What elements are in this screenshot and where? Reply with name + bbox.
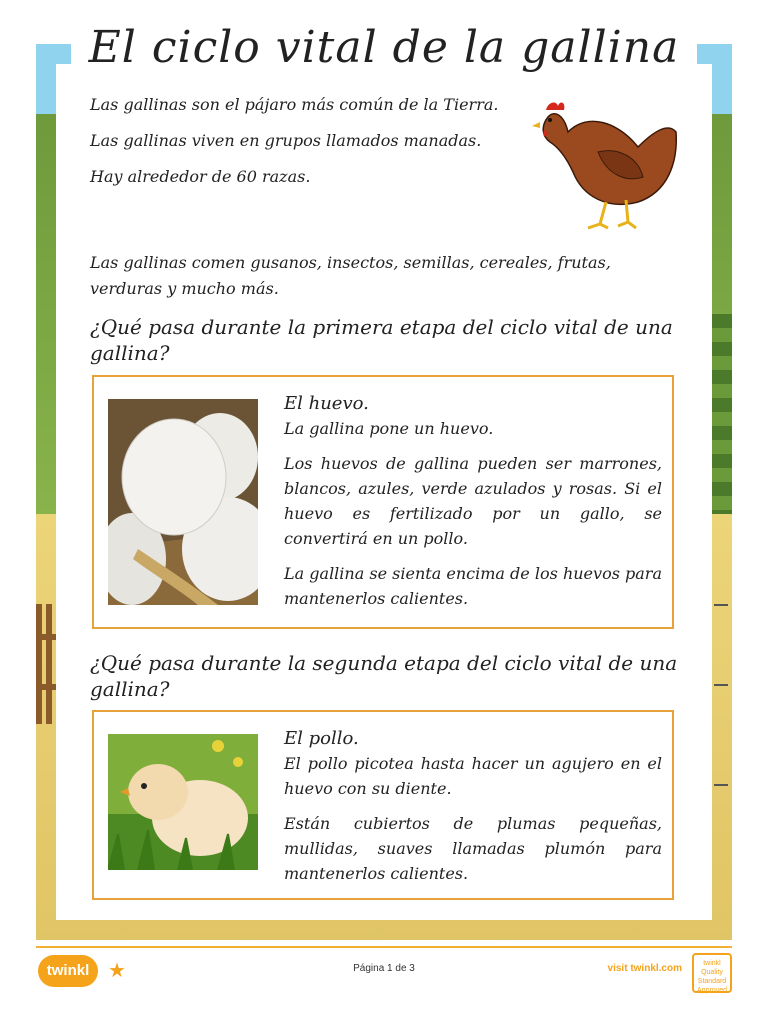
intro-paragraph: Las gallinas son el pájaro más común de la Tierra.	[90, 95, 499, 114]
eggs-photo	[108, 399, 258, 605]
field-mark	[714, 604, 728, 606]
page-number: Página 1 de 3	[353, 963, 415, 974]
quality-badge: twinkl Quality Standard Approved	[692, 953, 732, 993]
field-mark	[714, 784, 728, 786]
stage-question: ¿Qué pasa durante la segunda etapa del ciclo vital de una gallina?	[90, 651, 678, 701]
footer-divider	[36, 946, 732, 948]
visit-link[interactable]: visit twinkl.com	[607, 963, 682, 974]
stage-paragraph: La gallina pone un huevo.	[284, 419, 494, 438]
stage-paragraph: Están cubiertos de plumas pequeñas, mullidas, suaves llamadas plumón para mantenerlos calientes.	[284, 814, 662, 883]
stage-box-egg	[92, 375, 674, 629]
field-mark	[714, 684, 728, 686]
intro-paragraph: Las gallinas viven en grupos llamados manadas.	[90, 131, 482, 150]
twinkl-logo[interactable]: twinkl	[38, 955, 98, 987]
stage-text	[284, 726, 662, 896]
stage-text	[284, 391, 662, 621]
stage-paragraph: Los huevos de gallina pueden ser marrones, blancos, azules, verde azulados y rosas. Si el huevo es fertilizado por un gallo, se convertirá en un pollo.	[284, 454, 662, 548]
page-title-text: El ciclo vital de la gallina	[71, 22, 698, 73]
footer	[0, 955, 768, 995]
stage-paragraph: La gallina se sienta encima de los huevos para mantenerlos calientes.	[284, 564, 662, 608]
page-title	[0, 20, 768, 76]
stage-box-chick	[92, 710, 674, 900]
stage-name: El huevo.	[284, 393, 369, 414]
chick-photo	[108, 734, 258, 870]
fence	[36, 604, 58, 724]
stage-paragraph: El pollo picotea hasta hacer un agujero en el huevo con su diente.	[284, 754, 662, 798]
stage-name: El pollo.	[284, 728, 359, 749]
intro-text	[90, 92, 520, 200]
star-icon: ★	[108, 958, 126, 982]
hen-illustration	[528, 92, 678, 232]
stage-question: ¿Qué pasa durante la primera etapa del ciclo vital de una gallina?	[90, 315, 673, 365]
intro-paragraph: Hay alrededor de 60 razas.	[90, 167, 311, 186]
intro-paragraph: Las gallinas comen gusanos, insectos, semillas, cereales, frutas, verduras y mucho más.	[90, 253, 611, 298]
